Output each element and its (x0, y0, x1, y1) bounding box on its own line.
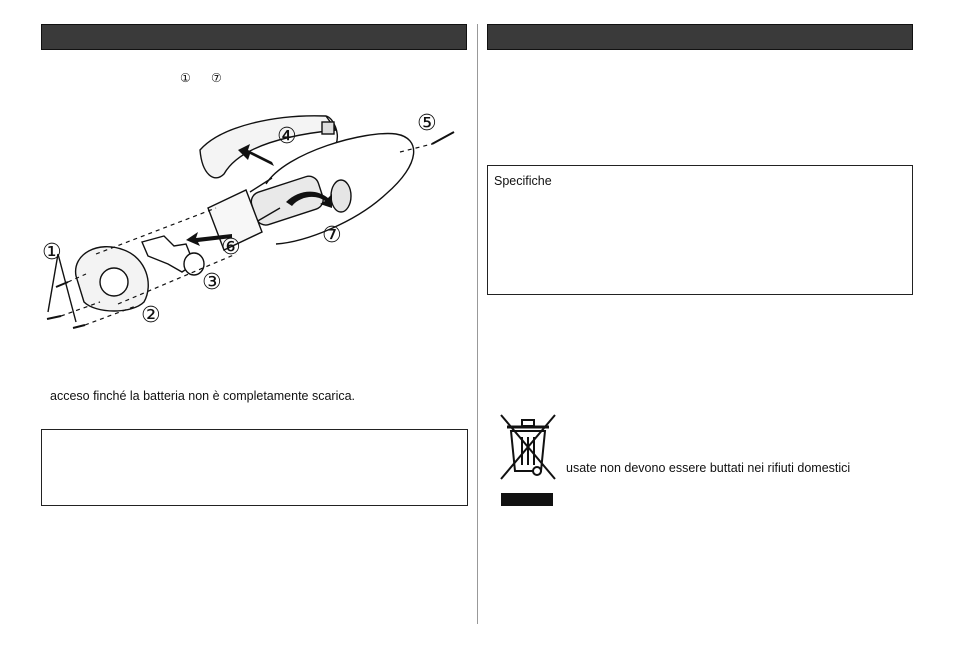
disposal-text: usate non devono essere buttati nei rifiuti domestici (566, 461, 851, 475)
step-ref-start: ① (180, 71, 191, 85)
section-header-left (41, 24, 467, 50)
callout-6: ⑥ (221, 234, 241, 259)
callout-1: ① (42, 239, 62, 264)
specifications-box (487, 165, 913, 295)
battery-note-text: acceso finché la batteria non è completamente scarica. (50, 389, 356, 403)
disassembly-diagram (36, 104, 466, 344)
callout-2: ② (141, 302, 161, 327)
callout-5: ⑤ (417, 110, 437, 135)
column-divider (477, 24, 478, 624)
callout-7: ⑦ (322, 222, 342, 247)
callout-4: ④ (277, 123, 297, 148)
crossed-out-bin-icon (495, 409, 561, 483)
disposal-marker-bar (501, 493, 553, 506)
note-box (41, 429, 468, 506)
step-ref-end: ⑦ (211, 71, 222, 85)
callout-3: ③ (202, 269, 222, 294)
specifications-title: Specifiche (494, 174, 552, 188)
section-header-right (487, 24, 913, 50)
